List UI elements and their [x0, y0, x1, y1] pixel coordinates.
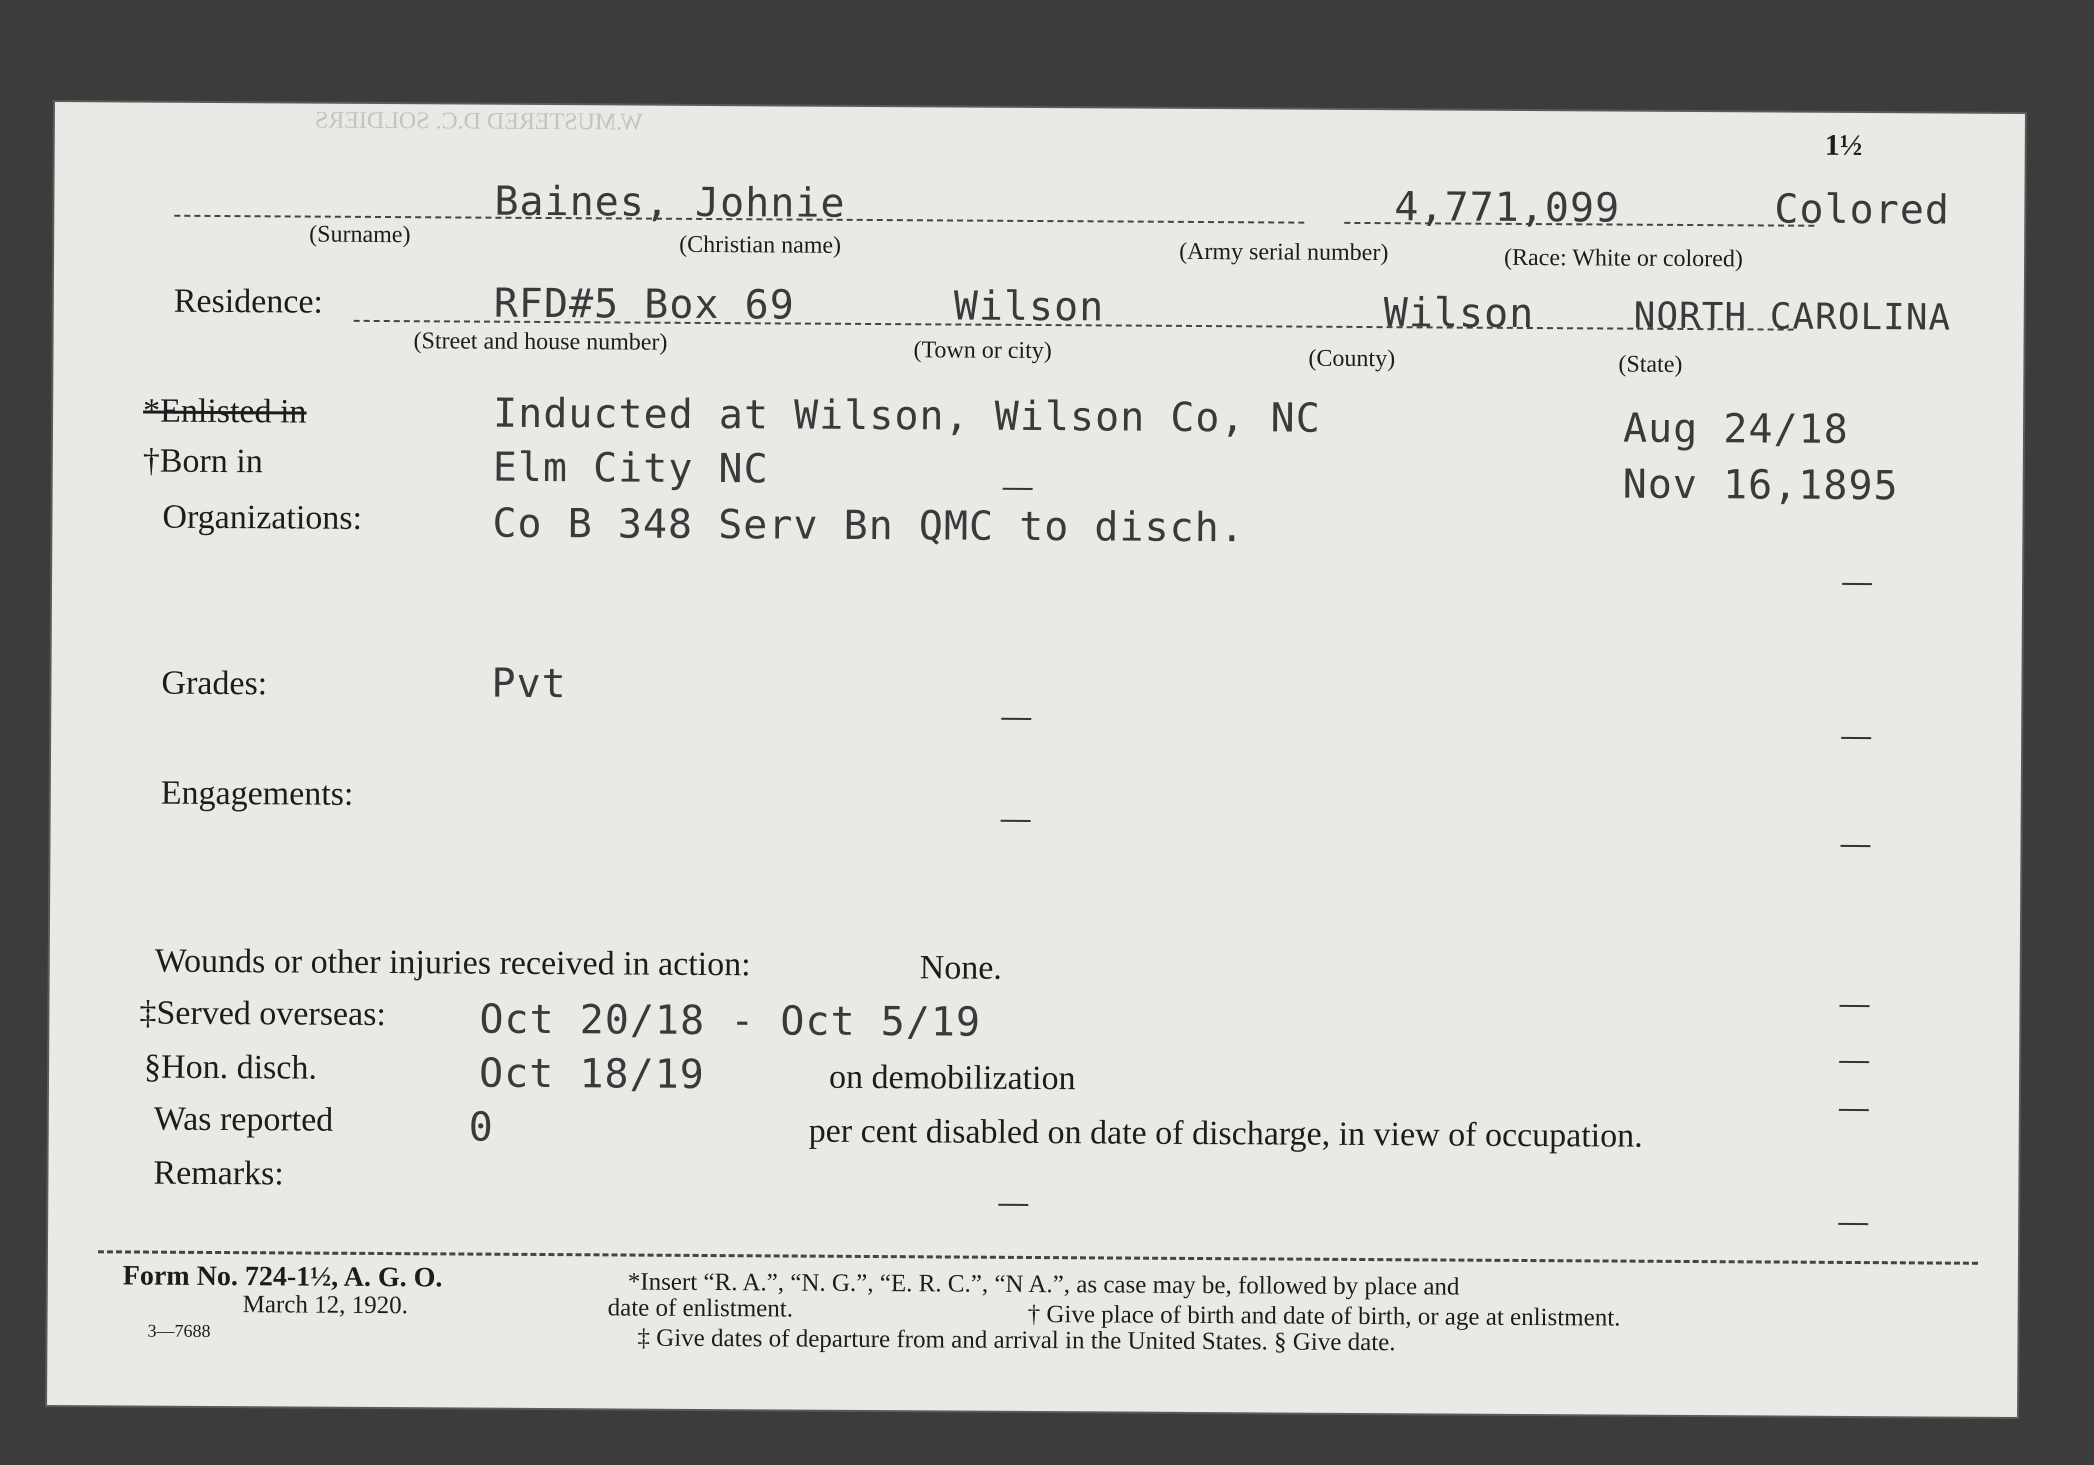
margin-tick: [1001, 820, 1031, 822]
bleed-through-text: W.MUSTERED D.C. SOLDIERS: [314, 107, 643, 136]
margin-tick: [1842, 583, 1872, 585]
engagements-label: Engagements:: [160, 774, 354, 813]
margin-tick: [1003, 488, 1033, 490]
street-value: RFD#5 Box 69: [493, 280, 795, 329]
enlisted-value: Inducted at Wilson, Wilson Co, NC: [492, 390, 1321, 442]
state-caption: (State): [1618, 351, 1683, 378]
county-caption: (County): [1308, 345, 1396, 373]
footnote-birth: † Give place of birth and date of birth, or age at enlistment.: [1027, 1300, 1621, 1332]
form-date: March 12, 1920.: [242, 1291, 408, 1320]
discharge-note: on demobilization: [828, 1058, 1076, 1098]
remarks-label: Remarks:: [153, 1154, 284, 1193]
grades-value: Pvt: [491, 660, 567, 708]
margin-tick: [1839, 1061, 1869, 1063]
margin-tick: [1840, 1005, 1870, 1007]
street-caption: (Street and house number): [413, 328, 668, 356]
overseas-label: ‡Served overseas:: [139, 994, 386, 1034]
reported-note: per cent disabled on date of discharge, in view of occupation.: [808, 1112, 1643, 1155]
wounds-value: None.: [919, 949, 1002, 987]
margin-tick: [1840, 845, 1870, 847]
overseas-value: Oct 20/18 - Oct 5/19: [479, 996, 982, 1046]
margin-tick: [1841, 737, 1871, 739]
print-code: 3—7688: [147, 1320, 211, 1341]
reported-label: Was reported: [153, 1100, 334, 1139]
organizations-value: Co B 348 Serv Bn QMC to disch.: [492, 500, 1246, 552]
fraction-mark: 1½: [1824, 128, 1863, 163]
margin-tick: [998, 1204, 1028, 1206]
service-record-card: [47, 102, 2025, 1417]
footnote-enlistment: date of enlistment.: [607, 1294, 794, 1323]
surname-value: Baines, Johnie: [494, 178, 846, 227]
surname-caption: (Surname): [309, 221, 411, 249]
discharge-value: Oct 18/19: [478, 1050, 705, 1098]
enlisted-label: *Enlisted in: [143, 392, 307, 431]
race-caption: (Race: White or colored): [1503, 244, 1743, 273]
wounds-label: Wounds or other injuries received in action:: [154, 942, 751, 984]
footnote-insert: *Insert “R. A.”, “N. G.”, “E. R. C.”, “N A.”, as case may be, followed by place and: [627, 1268, 1460, 1301]
residence-label: Residence:: [173, 282, 324, 321]
town-caption: (Town or city): [913, 337, 1052, 365]
footnote-overseas: ‡ Give dates of departure from and arrival in the United States. § Give date.: [637, 1324, 1396, 1357]
state-value: NORTH CAROLINA: [1633, 295, 1952, 339]
margin-tick: [1001, 718, 1031, 720]
organizations-label: Organizations:: [162, 498, 363, 537]
born-date: Nov 16,1895: [1622, 461, 1899, 510]
margin-tick: [1839, 1109, 1869, 1111]
born-value: Elm City NC: [492, 444, 769, 493]
enlisted-date: Aug 24/18: [1622, 405, 1849, 453]
discharge-label: §Hon. disch.: [143, 1048, 318, 1087]
county-value: Wilson: [1383, 290, 1535, 338]
christian-caption: (Christian name): [679, 231, 842, 259]
town-value: Wilson: [953, 283, 1105, 331]
margin-tick: [1838, 1223, 1868, 1225]
form-number: Form No. 724-1½, A. G. O.: [122, 1260, 443, 1294]
serial-caption: (Army serial number): [1179, 238, 1389, 267]
born-label: †Born in: [142, 442, 263, 481]
reported-value: 0: [468, 1104, 494, 1151]
race-value: Colored: [1774, 186, 1951, 234]
serial-value: 4,771,099: [1394, 184, 1621, 232]
grades-label: Grades:: [161, 664, 268, 703]
